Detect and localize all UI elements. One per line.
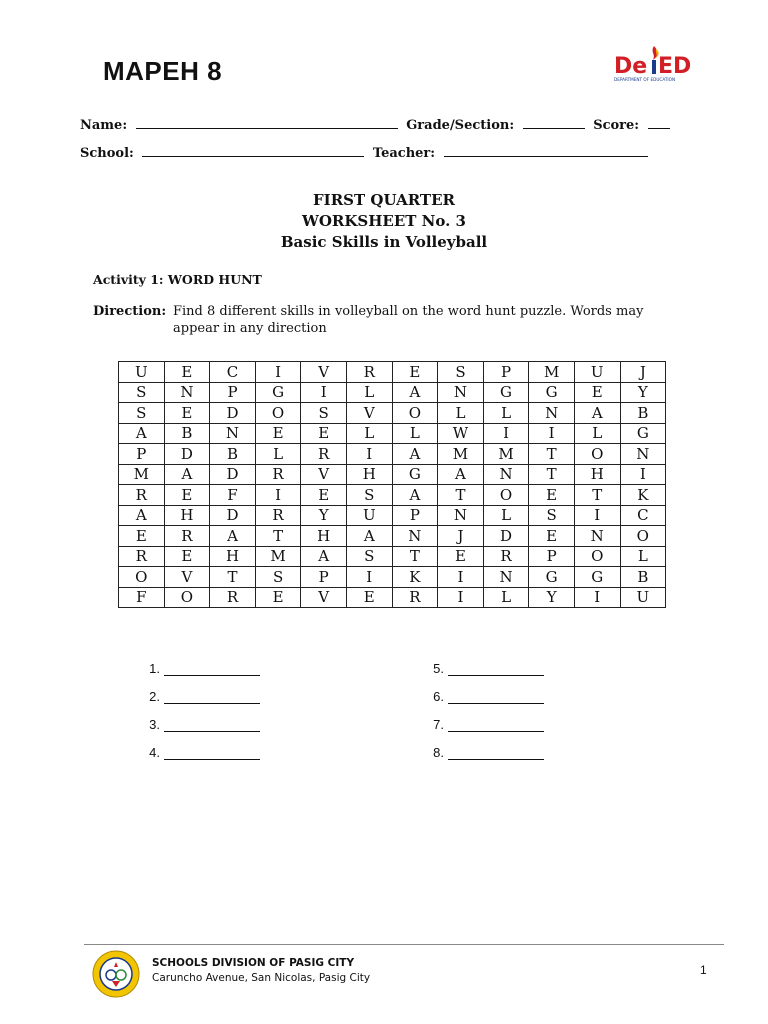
grid-cell[interactable]: M (438, 444, 484, 465)
grid-cell[interactable]: O (620, 526, 666, 547)
grid-cell[interactable]: H (574, 464, 620, 485)
direction-text: Find 8 different skills in volleyball on the word hunt puzzle. Words may appear in any direction (173, 304, 644, 336)
grid-cell[interactable]: M (529, 362, 575, 383)
grid-cell[interactable]: R (164, 526, 210, 547)
grid-cell[interactable]: I (301, 382, 347, 403)
grid-cell[interactable]: B (164, 423, 210, 444)
answer-item (144, 648, 260, 676)
grid-cell[interactable]: I (483, 423, 529, 444)
answer-item (428, 676, 544, 704)
grid-cell[interactable]: T (438, 485, 484, 506)
worksheet-number: WORKSHEET No. 3 (301, 212, 466, 230)
grid-cell[interactable]: G (392, 464, 438, 485)
quarter-title: FIRST QUARTER (313, 191, 455, 209)
grid-cell[interactable]: B (210, 444, 256, 465)
grid-cell[interactable]: A (392, 485, 438, 506)
activity-label: Activity 1: WORD HUNT (93, 272, 262, 287)
answer-blank[interactable] (448, 692, 544, 704)
grid-cell[interactable]: J (438, 526, 484, 547)
grid-row (119, 505, 666, 526)
grid-cell[interactable]: I (438, 587, 484, 608)
grid-cell[interactable]: U (346, 505, 392, 526)
grid-cell[interactable]: E (119, 526, 165, 547)
answer-blank[interactable] (164, 664, 260, 676)
grid-cell[interactable]: E (164, 362, 210, 383)
grid-cell[interactable]: F (210, 485, 256, 506)
grid-cell[interactable]: W (438, 423, 484, 444)
footer-divider (84, 944, 724, 945)
grid-cell[interactable]: D (483, 526, 529, 547)
grid-cell[interactable]: A (210, 526, 256, 547)
grid-cell[interactable]: D (210, 505, 256, 526)
grid-cell[interactable]: R (483, 546, 529, 567)
grid-cell[interactable]: V (164, 567, 210, 588)
answer-number: 1. (149, 661, 160, 676)
svg-text:ED: ED (658, 54, 692, 79)
grid-cell[interactable]: C (210, 362, 256, 383)
grid-cell[interactable]: A (119, 505, 165, 526)
grid-cell[interactable]: G (255, 382, 301, 403)
grid-cell[interactable]: A (119, 423, 165, 444)
answer-number: 2. (149, 689, 160, 704)
grid-cell[interactable]: Y (529, 587, 575, 608)
grid-row (119, 423, 666, 444)
grid-cell[interactable]: S (255, 567, 301, 588)
grid-cell[interactable]: S (346, 546, 392, 567)
grid-cell[interactable]: I (255, 362, 301, 383)
grid-cell[interactable]: E (438, 546, 484, 567)
grid-row (119, 546, 666, 567)
answer-number: 7. (433, 717, 444, 732)
grid-cell[interactable]: K (392, 567, 438, 588)
grid-row (119, 567, 666, 588)
grid-cell[interactable]: T (529, 464, 575, 485)
grid-cell[interactable]: T (210, 567, 256, 588)
topic-title: Basic Skills in Volleyball (280, 233, 488, 251)
grid-cell[interactable]: O (119, 567, 165, 588)
grid-cell[interactable]: N (529, 403, 575, 424)
footer-org: SCHOOLS DIVISION OF PASIG CITY (152, 957, 355, 969)
grid-cell[interactable]: I (620, 464, 666, 485)
grid-cell[interactable]: B (620, 403, 666, 424)
grid-cell[interactable]: G (574, 567, 620, 588)
grid-cell[interactable]: R (255, 505, 301, 526)
worksheet-titles (0, 190, 768, 253)
grid-cell[interactable]: V (301, 587, 347, 608)
grid-cell[interactable]: U (119, 362, 165, 383)
grade-section-field[interactable] (523, 117, 585, 129)
grid-cell[interactable]: P (483, 362, 529, 383)
deped-logo (612, 40, 704, 84)
school-field[interactable] (142, 145, 364, 157)
grid-cell[interactable]: G (483, 382, 529, 403)
grid-cell[interactable]: K (620, 485, 666, 506)
grid-cell[interactable]: S (301, 403, 347, 424)
grid-row (119, 485, 666, 506)
name-label: Name: (80, 118, 128, 133)
grid-cell[interactable]: L (483, 505, 529, 526)
grid-cell[interactable]: L (346, 382, 392, 403)
grid-cell[interactable]: N (210, 423, 256, 444)
grid-cell[interactable]: E (392, 362, 438, 383)
grid-row (119, 526, 666, 547)
grid-cell[interactable]: S (346, 485, 392, 506)
grid-cell[interactable]: A (301, 546, 347, 567)
grid-cell[interactable]: E (574, 382, 620, 403)
grid-row (119, 444, 666, 465)
grid-cell[interactable]: E (255, 587, 301, 608)
grid-cell[interactable]: E (529, 485, 575, 506)
grid-cell[interactable]: E (529, 526, 575, 547)
grid-cell[interactable]: O (483, 485, 529, 506)
grid-cell[interactable]: L (255, 444, 301, 465)
grid-cell[interactable]: I (529, 423, 575, 444)
answer-blank[interactable] (448, 664, 544, 676)
teacher-label: Teacher: (372, 146, 436, 161)
answer-blank[interactable] (448, 748, 544, 760)
grid-cell[interactable]: I (346, 567, 392, 588)
grid-cell[interactable]: H (164, 505, 210, 526)
direction-label: Direction: (93, 304, 167, 319)
page-number: 1 (700, 963, 707, 977)
grid-cell[interactable]: I (574, 505, 620, 526)
grid-cell[interactable]: L (346, 423, 392, 444)
grid-cell[interactable]: U (620, 587, 666, 608)
grid-cell[interactable]: N (438, 505, 484, 526)
answer-item (144, 732, 260, 760)
svg-text:De: De (614, 54, 648, 79)
grid-cell[interactable]: L (483, 587, 529, 608)
grid-cell[interactable]: P (529, 546, 575, 567)
grid-cell[interactable]: P (392, 505, 438, 526)
grid-cell[interactable]: R (301, 444, 347, 465)
grid-cell[interactable]: S (529, 505, 575, 526)
grid-cell[interactable]: R (210, 587, 256, 608)
name-field[interactable] (136, 117, 398, 129)
grid-cell[interactable]: B (620, 567, 666, 588)
division-seal-icon (92, 950, 140, 998)
grid-cell[interactable]: H (301, 526, 347, 547)
grid-cell[interactable]: U (574, 362, 620, 383)
grid-cell[interactable]: N (574, 526, 620, 547)
grid-cell[interactable]: N (392, 526, 438, 547)
grid-cell[interactable]: I (255, 485, 301, 506)
answer-item (144, 676, 260, 704)
grid-cell[interactable]: E (164, 403, 210, 424)
score-field[interactable] (648, 117, 670, 129)
answer-blank[interactable] (164, 692, 260, 704)
grid-cell[interactable]: J (620, 362, 666, 383)
grid-cell[interactable]: G (529, 567, 575, 588)
grid-cell[interactable]: I (438, 567, 484, 588)
grid-cell[interactable]: S (119, 382, 165, 403)
grid-row (119, 587, 666, 608)
answers-left-column (144, 648, 260, 760)
answer-number: 5. (433, 661, 444, 676)
answers-right-column (428, 648, 544, 760)
grid-cell[interactable]: T (574, 485, 620, 506)
grid-cell[interactable]: A (438, 464, 484, 485)
grid-cell[interactable]: A (346, 526, 392, 547)
grid-cell[interactable]: P (119, 444, 165, 465)
grid-cell[interactable]: O (164, 587, 210, 608)
grid-cell[interactable]: R (119, 485, 165, 506)
grid-cell[interactable]: M (255, 546, 301, 567)
grid-cell[interactable]: E (346, 587, 392, 608)
grid-cell[interactable]: O (392, 403, 438, 424)
grid-cell[interactable]: S (119, 403, 165, 424)
direction (93, 303, 693, 336)
footer-text (152, 956, 370, 986)
grid-cell[interactable]: R (119, 546, 165, 567)
grid-cell[interactable]: N (483, 567, 529, 588)
grid-cell[interactable]: F (119, 587, 165, 608)
grid-cell[interactable]: L (620, 546, 666, 567)
grid-cell[interactable]: O (574, 546, 620, 567)
answer-blank[interactable] (448, 720, 544, 732)
grid-cell[interactable]: N (620, 444, 666, 465)
grid-cell[interactable]: L (483, 403, 529, 424)
grid-cell[interactable]: L (392, 423, 438, 444)
grid-row (119, 464, 666, 485)
grid-cell[interactable]: L (438, 403, 484, 424)
grid-cell[interactable]: V (301, 464, 347, 485)
grid-cell[interactable]: G (620, 423, 666, 444)
grid-cell[interactable]: A (574, 403, 620, 424)
grid-cell[interactable]: E (301, 423, 347, 444)
answer-item (428, 648, 544, 676)
grid-cell[interactable]: S (438, 362, 484, 383)
grid-cell[interactable]: O (574, 444, 620, 465)
grid-cell[interactable]: N (164, 382, 210, 403)
grid-cell[interactable]: D (164, 444, 210, 465)
grid-cell[interactable]: L (574, 423, 620, 444)
answer-number: 8. (433, 745, 444, 760)
grid-cell[interactable]: E (164, 485, 210, 506)
grid-cell[interactable]: E (164, 546, 210, 567)
grid-cell[interactable]: P (301, 567, 347, 588)
grid-cell[interactable]: E (255, 423, 301, 444)
score-label: Score: (593, 118, 640, 133)
footer-address: Caruncho Avenue, San Nicolas, Pasig City (152, 972, 371, 984)
grid-cell[interactable]: R (255, 464, 301, 485)
answer-item (428, 704, 544, 732)
grid-cell[interactable]: R (346, 362, 392, 383)
grid-cell[interactable]: M (119, 464, 165, 485)
svg-text:DEPARTMENT OF EDUCATION: DEPARTMENT OF EDUCATION (614, 77, 676, 82)
grade-section-label: Grade/Section: (406, 118, 515, 133)
grid-cell[interactable]: D (210, 464, 256, 485)
grid-cell[interactable]: T (529, 444, 575, 465)
grid-cell[interactable]: P (210, 382, 256, 403)
grid-cell[interactable]: G (529, 382, 575, 403)
grid-cell[interactable]: A (392, 382, 438, 403)
grid-row (119, 362, 666, 383)
grid-row (119, 403, 666, 424)
grid-cell[interactable]: M (483, 444, 529, 465)
grid-cell[interactable]: O (255, 403, 301, 424)
subject-title: MAPEH 8 (103, 56, 223, 86)
answer-blank[interactable] (164, 748, 260, 760)
grid-cell[interactable]: V (346, 403, 392, 424)
answer-number: 6. (433, 689, 444, 704)
word-hunt-grid (118, 361, 666, 608)
grid-cell[interactable]: H (346, 464, 392, 485)
grid-cell[interactable]: A (392, 444, 438, 465)
name-grade-score-row (80, 117, 674, 133)
grid-cell[interactable]: Y (301, 505, 347, 526)
grid-cell[interactable]: D (210, 403, 256, 424)
answer-number: 4. (149, 745, 160, 760)
grid-cell[interactable]: R (392, 587, 438, 608)
grid-cell[interactable]: N (483, 464, 529, 485)
grid-cell[interactable]: I (346, 444, 392, 465)
teacher-field[interactable] (444, 145, 648, 157)
school-teacher-row (80, 145, 652, 161)
grid-cell[interactable]: T (392, 546, 438, 567)
grid-cell[interactable]: H (210, 546, 256, 567)
answer-blank[interactable] (164, 720, 260, 732)
grid-cell[interactable]: V (301, 362, 347, 383)
grid-cell[interactable]: I (574, 587, 620, 608)
grid-cell[interactable]: N (438, 382, 484, 403)
answer-number: 3. (149, 717, 160, 732)
grid-row (119, 382, 666, 403)
answer-item (144, 704, 260, 732)
grid-cell[interactable]: C (620, 505, 666, 526)
grid-cell[interactable]: T (255, 526, 301, 547)
school-label: School: (80, 146, 134, 161)
grid-cell[interactable]: E (301, 485, 347, 506)
grid-cell[interactable]: Y (620, 382, 666, 403)
answer-item (428, 732, 544, 760)
grid-cell[interactable]: A (164, 464, 210, 485)
